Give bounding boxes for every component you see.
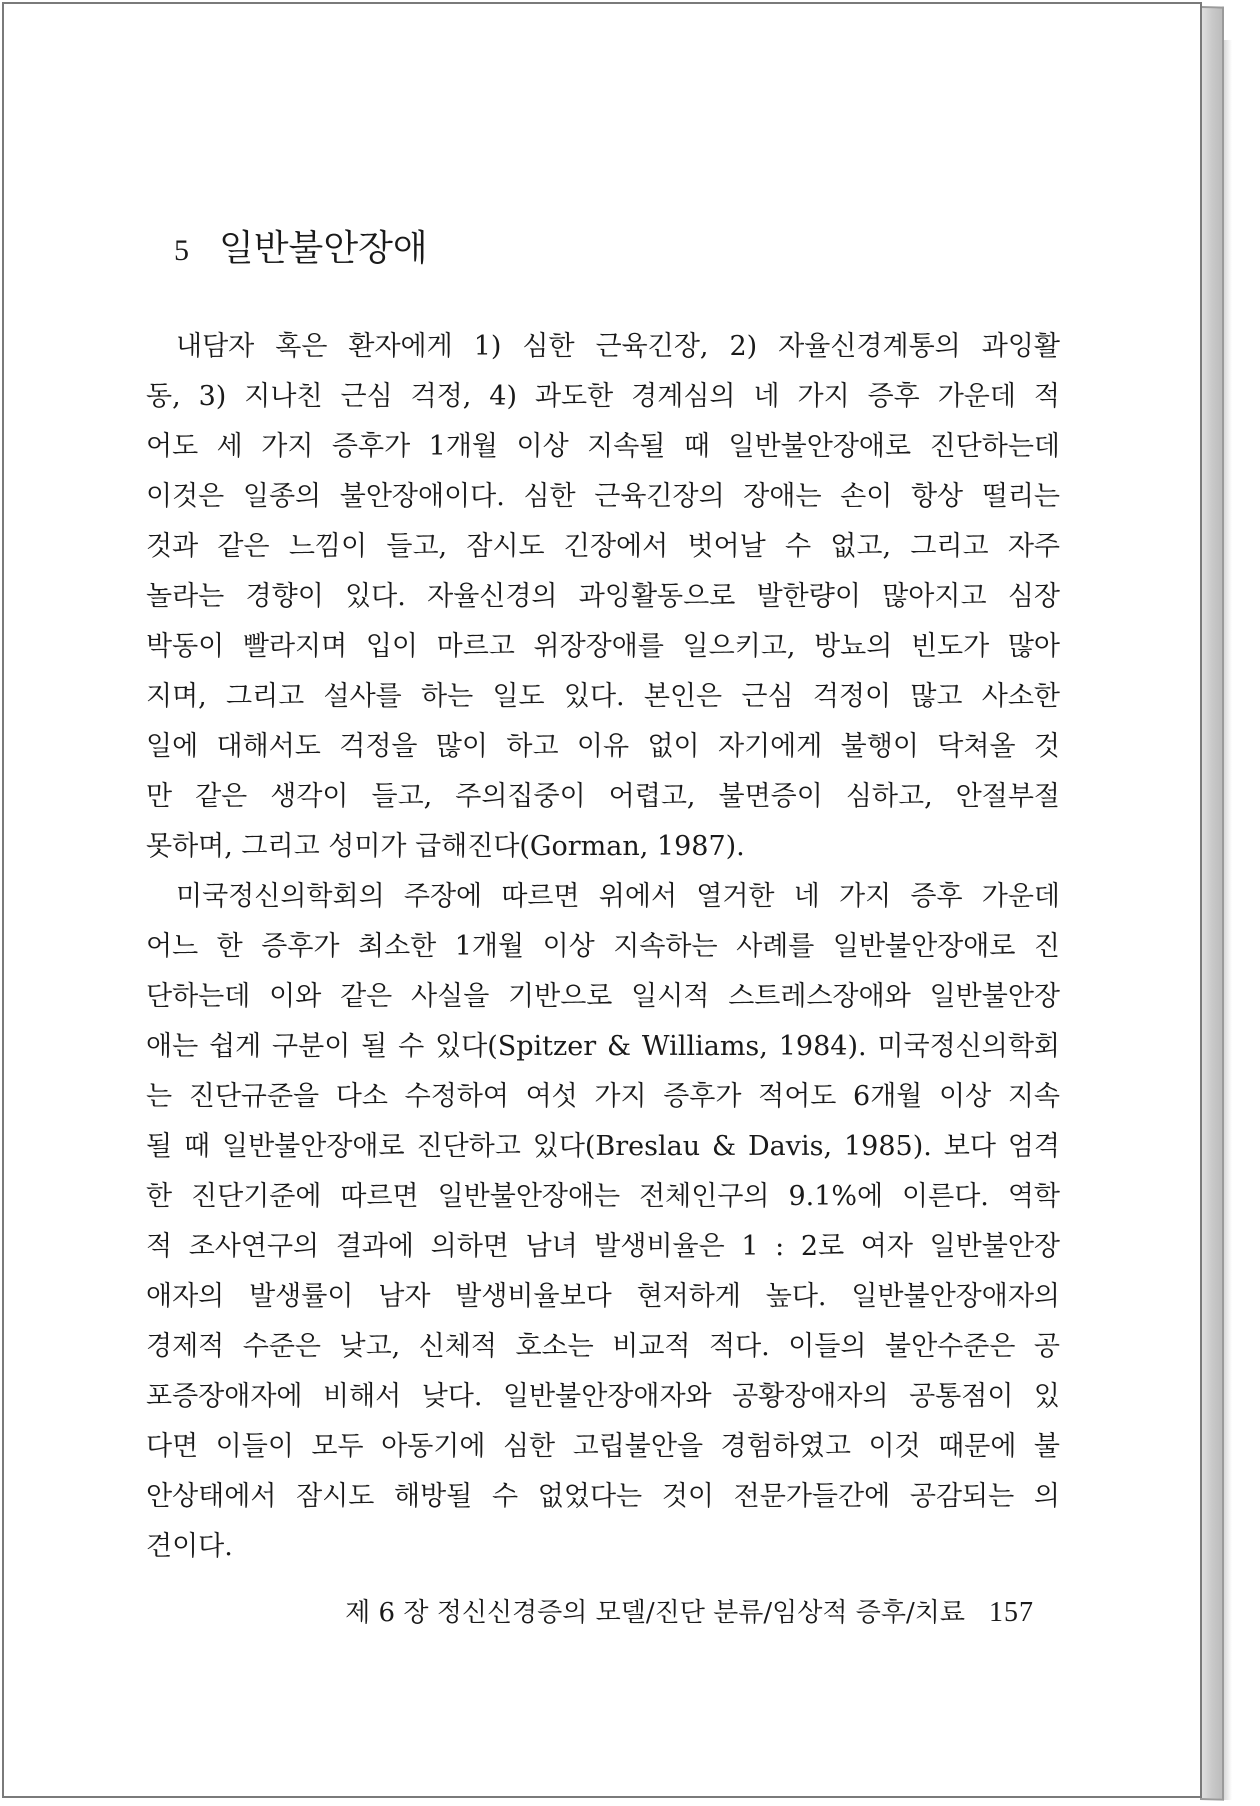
text-line: 안상태에서 잠시도 해방될 수 없었다는 것이 전문가들간에 공감되는 의 — [146, 1481, 1060, 1512]
section-heading — [174, 220, 428, 271]
text-line: 애자의 발생률이 남자 발생비율보다 현저하게 높다. 일반불안장애자의 — [146, 1281, 1060, 1312]
running-title: 제 6 장 정신신경증의 모델/진단 분류/임상적 증후/치료 — [345, 1598, 965, 1628]
paragraph-2 — [146, 872, 1060, 1572]
text-line: 포증장애자에 비해서 낮다. 일반불안장애자와 공황장애자의 공통점이 있 — [146, 1381, 1060, 1412]
book-page — [2, 2, 1202, 1798]
page-number: 157 — [989, 1597, 1034, 1628]
section-title: 일반불안장애 — [219, 228, 428, 269]
text-line: 이것은 일종의 불안장애이다. 심한 근육긴장의 장애는 손이 항상 떨리는 — [146, 481, 1060, 512]
text-line: 미국정신의학회의 주장에 따르면 위에서 열거한 네 가지 증후 가운데 — [176, 881, 1060, 912]
text-line: 만 같은 생각이 들고, 주의집중이 어렵고, 불면증이 심하고, 안절부절 — [146, 781, 1060, 812]
text-line: 동, 3) 지나친 근심 걱정, 4) 과도한 경계심의 네 가지 증후 가운데 적 — [146, 381, 1060, 412]
text-line: 는 진단규준을 다소 수정하여 여섯 가지 증후가 적어도 6개월 이상 지속 — [146, 1081, 1060, 1112]
text-line: 박동이 빨라지며 입이 마르고 위장장애를 일으키고, 방뇨의 빈도가 많아 — [146, 631, 1060, 662]
page-footer — [324, 1592, 1034, 1629]
text-line: 어느 한 증후가 최소한 1개월 이상 지속하는 사례를 일반불안장애로 진 — [146, 931, 1060, 962]
text-line: 것과 같은 느낌이 들고, 잠시도 긴장에서 벗어날 수 없고, 그리고 자주 — [146, 531, 1060, 562]
text-line: 일에 대해서도 걱정을 많이 하고 이유 없이 자기에게 불행이 닥쳐올 것 — [146, 731, 1060, 762]
text-line: 단하는데 이와 같은 사실을 기반으로 일시적 스트레스장애와 일반불안장 — [146, 981, 1060, 1012]
paragraph-1 — [146, 322, 1060, 872]
text-line: 다면 이들이 모두 아동기에 심한 고립불안을 경험하였고 이것 때문에 불 — [146, 1431, 1060, 1462]
text-line: 지며, 그리고 설사를 하는 일도 있다. 본인은 근심 걱정이 많고 사소한 — [146, 681, 1060, 712]
text-line: 내담자 혹은 환자에게 1) 심한 근육긴장, 2) 자율신경계통의 과잉활 — [176, 331, 1060, 362]
text-line: 적 조사연구의 결과에 의하면 남녀 발생비율은 1 : 2로 여자 일반불안장 — [146, 1231, 1060, 1262]
text-line: 어도 세 가지 증후가 1개월 이상 지속될 때 일반불안장애로 진단하는데 — [146, 431, 1060, 462]
body-text — [146, 322, 1060, 1572]
text-line: 한 진단기준에 따르면 일반불안장애는 전체인구의 9.1%에 이른다. 역학 — [146, 1181, 1060, 1212]
text-line: 될 때 일반불안장애로 진단하고 있다(Breslau & Davis, 1985). 보다 엄격 — [146, 1131, 1060, 1162]
section-number: 5 — [174, 234, 189, 267]
text-line: 애는 쉽게 구분이 될 수 있다(Spitzer & Williams, 1984). 미국정신의학회 — [146, 1031, 1060, 1062]
text-line: 못하며, 그리고 성미가 급해진다(Gorman, 1987). — [146, 831, 745, 862]
text-line: 경제적 수준은 낮고, 신체적 호소는 비교적 적다. 이들의 불안수준은 공 — [146, 1331, 1060, 1362]
text-line: 놀라는 경향이 있다. 자율신경의 과잉활동으로 발한량이 많아지고 심장 — [146, 581, 1060, 612]
text-line: 견이다. — [146, 1531, 233, 1562]
page-edge — [1200, 6, 1224, 1801]
